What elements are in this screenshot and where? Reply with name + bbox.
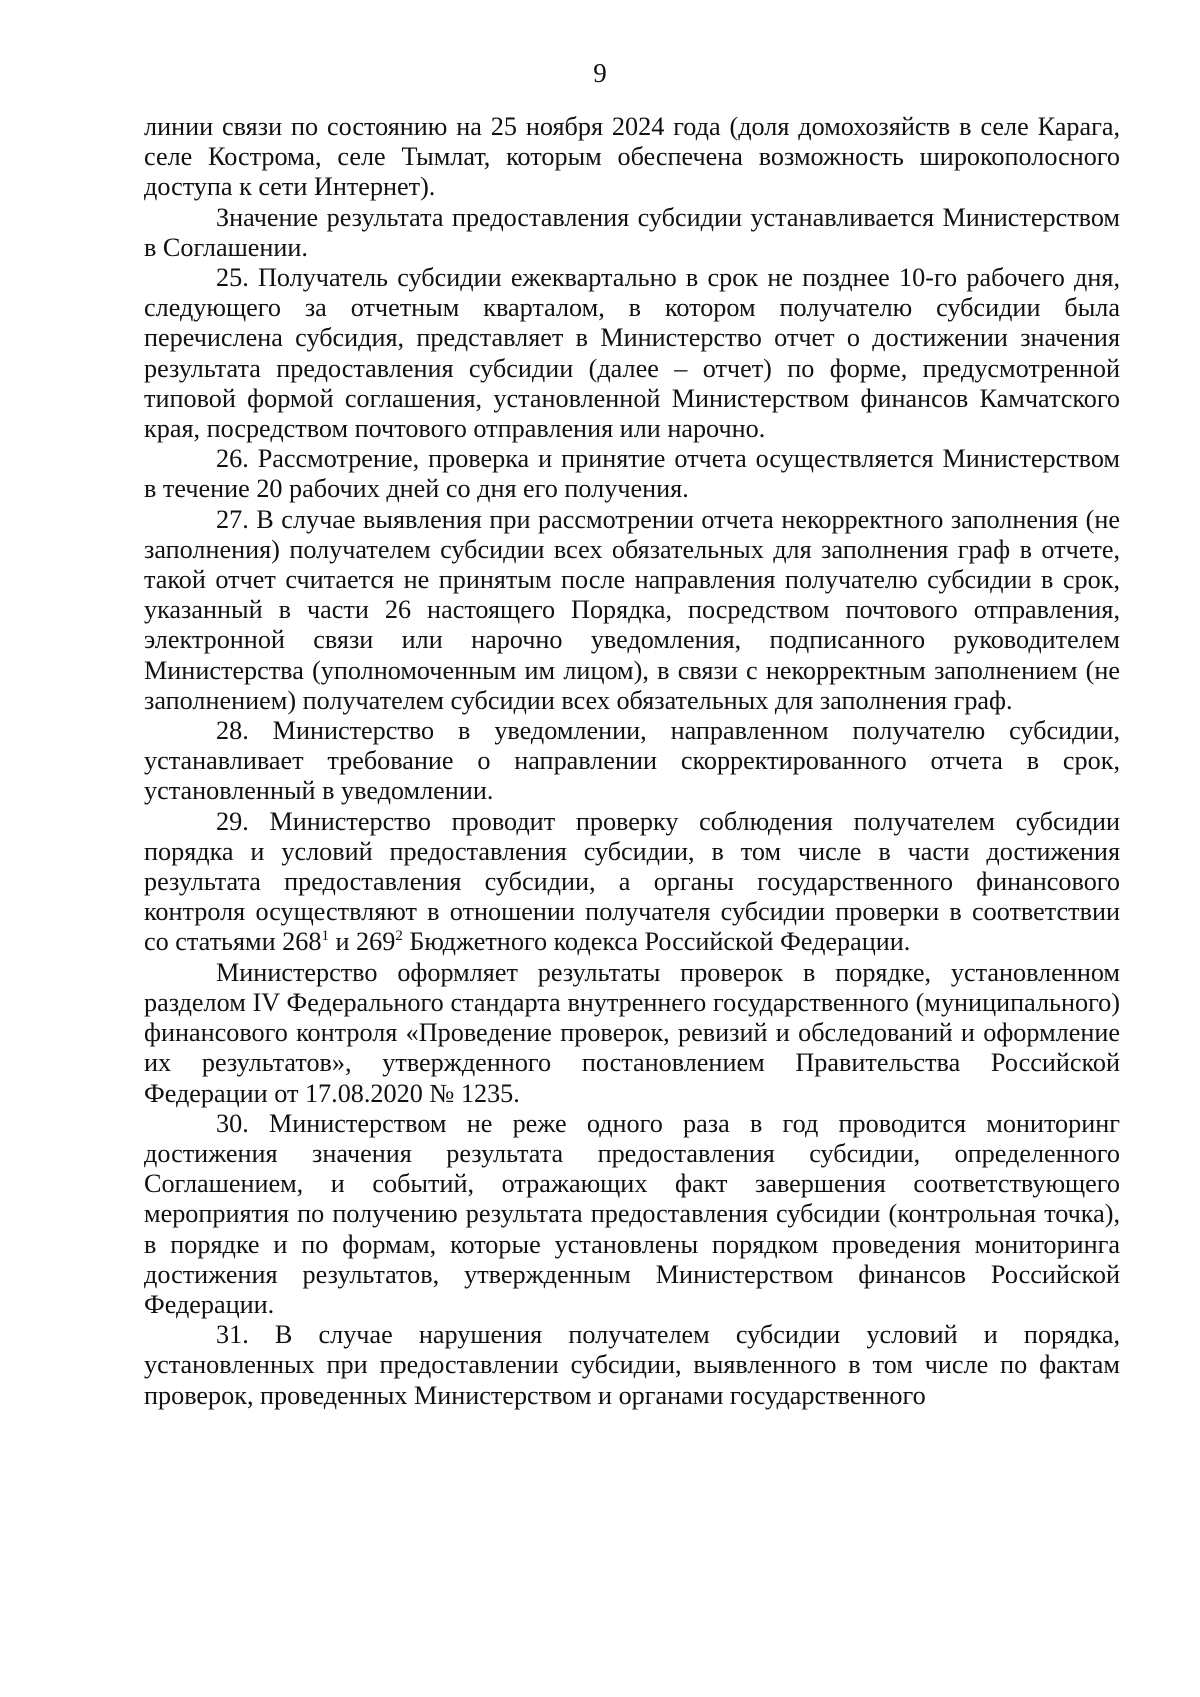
paragraph-result-value: Значение результата предоставления субсидии устанавливается Министерством в Соглашении.: [144, 202, 1120, 262]
paragraph-25: 25. Получатель субсидии ежеквартально в срок не позднее 10-го рабочего дня, следующего за отчетным кварталом, в котором получателю субсидии была перечислена субсидия, представляет в Министерство отчет о достижении значения результата предоставления субсидии (далее – отчет) по форме, предусмотренной типовой формой соглашения, установленной Министерством финансов Камчатского края, посредством почтового отправления или нарочно.: [144, 263, 1120, 444]
paragraph-29-text-start: 29. Министерство проводит проверку соблюдения получателем субсидии порядка и условий предоставления субсидии, в том числе в части достижения результата предоставления субсидии, а органы государственного финансового контроля осуществляют в отношении получателя субсидии проверки в соответствии со статьями 268: [144, 806, 1120, 957]
paragraph-29: [144, 807, 1120, 958]
superscript-article-269: 2: [395, 928, 403, 945]
page-number: 9: [593, 58, 607, 88]
paragraph-26: 26. Рассмотрение, проверка и принятие отчета осуществляется Министерством в течение 20 рабочих дней со дня его получения.: [144, 444, 1120, 504]
paragraph-29-text-end: Бюджетного кодекса Российской Федерации.: [402, 927, 911, 957]
paragraph-29-text-middle: и 269: [328, 927, 396, 957]
paragraph-continuation: линии связи по состоянию на 25 ноября 2024 года (доля домохозяйств в селе Карага, селе Кострома, селе Тымлат, которым обеспечена возможность широкополосного доступа к сети Интернет).: [144, 112, 1120, 202]
paragraph-inspection-results: Министерство оформляет результаты проверок в порядке, установленном разделом IV Федерального стандарта внутреннего государственного (муниципального) финансового контроля «Проведение проверок, ревизий и обследований и оформление их результатов», утвержденного постановлением Правительства Российской Федерации от 17.08.2020 № 1235.: [144, 957, 1120, 1108]
paragraph-31: 31. В случае нарушения получателем субсидии условий и порядка, установленных при предоставлении субсидии, выявленного в том числе по фактам проверок, проведенных Министерством и органами государственного: [144, 1320, 1120, 1410]
superscript-article-268: 1: [321, 928, 329, 945]
paragraph-28: 28. Министерство в уведомлении, направленном получателю субсидии, устанавливает требование о направлении скорректированного отчета в срок, установленный в уведомлении.: [144, 716, 1120, 806]
paragraph-27: 27. В случае выявления при рассмотрении отчета некорректного заполнения (не заполнения) получателем субсидии всех обязательных для заполнения граф в отчете, такой отчет считается не принятым после направления получателю субсидии в срок, указанный в части 26 настоящего Порядка, посредством почтового отправления, электронной связи или нарочно уведомления, подписанного руководителем Министерства (уполномоченным им лицом), в связи с некорректным заполнением (не заполнением) получателем субсидии всех обязательных для заполнения граф.: [144, 504, 1120, 715]
document-body: [144, 112, 1120, 1411]
paragraph-30: 30. Министерством не реже одного раза в год проводится мониторинг достижения значения результата предоставления субсидии, определенного Соглашением, и событий, отражающих факт завершения соответствующего мероприятия по получению результата предоставления субсидии (контрольная точка), в порядке и по формам, которые установлены порядком проведения мониторинга достижения результатов, утвержденным Министерством финансов Российской Федерации.: [144, 1108, 1120, 1319]
